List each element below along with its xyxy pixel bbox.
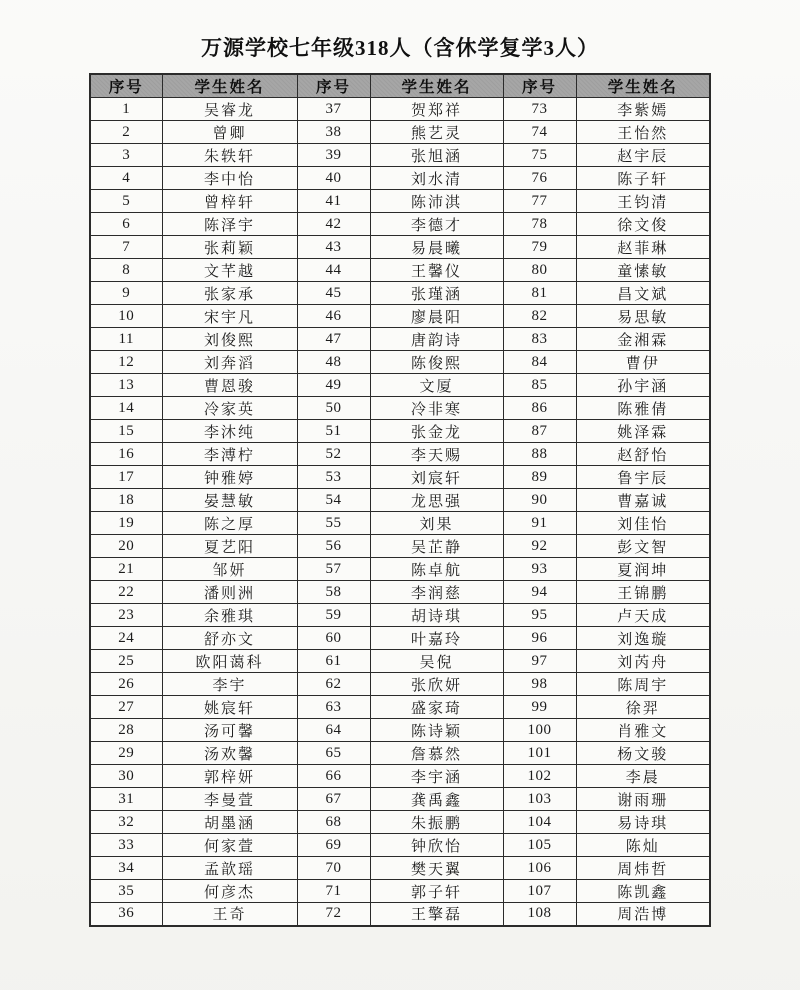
table-header [90, 74, 710, 98]
index-cell: 9 [90, 282, 162, 305]
index-cell: 17 [90, 466, 162, 489]
student-name-cell: 张旭涵 [370, 144, 503, 167]
header-name-cell: 学生姓名 [370, 74, 503, 98]
student-name-cell: 李紫嫣 [576, 98, 710, 121]
student-name-cell: 曾梓轩 [162, 190, 297, 213]
index-cell: 4 [90, 167, 162, 190]
student-name-cell: 陈凯鑫 [576, 880, 710, 903]
student-roster-table [89, 73, 711, 927]
index-cell: 75 [503, 144, 576, 167]
student-name-cell: 彭文智 [576, 535, 710, 558]
index-cell: 68 [297, 811, 370, 834]
index-cell: 34 [90, 857, 162, 880]
index-cell: 77 [503, 190, 576, 213]
table-row [90, 397, 710, 420]
student-name-cell: 刘芮舟 [576, 650, 710, 673]
index-cell: 53 [297, 466, 370, 489]
table-row [90, 719, 710, 742]
student-name-cell: 李沐纯 [162, 420, 297, 443]
header-name-cell: 学生姓名 [162, 74, 297, 98]
student-name-cell: 周炜哲 [576, 857, 710, 880]
index-cell: 21 [90, 558, 162, 581]
student-name-cell: 冷非寒 [370, 397, 503, 420]
student-name-cell: 李中怡 [162, 167, 297, 190]
index-cell: 105 [503, 834, 576, 857]
student-name-cell: 孟歆瑶 [162, 857, 297, 880]
student-name-cell: 胡诗琪 [370, 604, 503, 627]
student-name-cell: 王怡然 [576, 121, 710, 144]
student-name-cell: 赵宇辰 [576, 144, 710, 167]
student-name-cell: 王擎磊 [370, 903, 503, 926]
index-cell: 27 [90, 696, 162, 719]
student-name-cell: 刘俊熙 [162, 328, 297, 351]
student-name-cell: 陈俊熙 [370, 351, 503, 374]
student-name-cell: 童愫敏 [576, 259, 710, 282]
student-name-cell: 熊艺灵 [370, 121, 503, 144]
student-name-cell: 曹嘉诚 [576, 489, 710, 512]
student-name-cell: 王奇 [162, 903, 297, 926]
index-cell: 86 [503, 397, 576, 420]
index-cell: 3 [90, 144, 162, 167]
student-name-cell: 王馨仪 [370, 259, 503, 282]
table-row [90, 374, 710, 397]
index-cell: 16 [90, 443, 162, 466]
table-row [90, 98, 710, 121]
index-cell: 97 [503, 650, 576, 673]
student-name-cell: 姚泽霖 [576, 420, 710, 443]
student-name-cell: 何彦杰 [162, 880, 297, 903]
index-cell: 108 [503, 903, 576, 926]
student-name-cell: 王锦鹏 [576, 581, 710, 604]
index-cell: 33 [90, 834, 162, 857]
student-name-cell: 钟欣怡 [370, 834, 503, 857]
student-name-cell: 刘佳怡 [576, 512, 710, 535]
index-cell: 29 [90, 742, 162, 765]
table-row [90, 880, 710, 903]
student-name-cell: 廖晨阳 [370, 305, 503, 328]
table-row [90, 259, 710, 282]
table-row [90, 604, 710, 627]
index-cell: 89 [503, 466, 576, 489]
index-cell: 102 [503, 765, 576, 788]
index-cell: 59 [297, 604, 370, 627]
index-cell: 63 [297, 696, 370, 719]
table-row [90, 696, 710, 719]
index-cell: 23 [90, 604, 162, 627]
index-cell: 32 [90, 811, 162, 834]
student-name-cell: 陈诗颖 [370, 719, 503, 742]
table-row [90, 305, 710, 328]
student-name-cell: 龙思强 [370, 489, 503, 512]
student-name-cell: 赵舒怡 [576, 443, 710, 466]
table-row [90, 558, 710, 581]
index-cell: 90 [503, 489, 576, 512]
index-cell: 2 [90, 121, 162, 144]
header-row [90, 74, 710, 98]
student-name-cell: 余雅琪 [162, 604, 297, 627]
student-name-cell: 吴倪 [370, 650, 503, 673]
index-cell: 39 [297, 144, 370, 167]
index-cell: 106 [503, 857, 576, 880]
student-name-cell: 曹伊 [576, 351, 710, 374]
student-name-cell: 金湘霖 [576, 328, 710, 351]
header-index-cell: 序号 [503, 74, 576, 98]
student-name-cell: 龚禹鑫 [370, 788, 503, 811]
student-name-cell: 叶嘉玲 [370, 627, 503, 650]
student-name-cell: 胡墨涵 [162, 811, 297, 834]
student-name-cell: 刘逸璇 [576, 627, 710, 650]
student-name-cell: 朱振鹏 [370, 811, 503, 834]
index-cell: 96 [503, 627, 576, 650]
student-name-cell: 刘宸轩 [370, 466, 503, 489]
index-cell: 14 [90, 397, 162, 420]
student-name-cell: 李晨 [576, 765, 710, 788]
index-cell: 54 [297, 489, 370, 512]
index-cell: 5 [90, 190, 162, 213]
table-row [90, 811, 710, 834]
index-cell: 1 [90, 98, 162, 121]
table-row [90, 788, 710, 811]
table-row [90, 512, 710, 535]
student-name-cell: 张欣妍 [370, 673, 503, 696]
index-cell: 50 [297, 397, 370, 420]
index-cell: 61 [297, 650, 370, 673]
index-cell: 51 [297, 420, 370, 443]
student-name-cell: 杨文骏 [576, 742, 710, 765]
student-name-cell: 樊天翼 [370, 857, 503, 880]
index-cell: 88 [503, 443, 576, 466]
index-cell: 13 [90, 374, 162, 397]
student-name-cell: 何家萱 [162, 834, 297, 857]
index-cell: 26 [90, 673, 162, 696]
index-cell: 95 [503, 604, 576, 627]
index-cell: 37 [297, 98, 370, 121]
index-cell: 11 [90, 328, 162, 351]
student-name-cell: 潘则洲 [162, 581, 297, 604]
table-row [90, 627, 710, 650]
index-cell: 85 [503, 374, 576, 397]
table-row [90, 213, 710, 236]
index-cell: 35 [90, 880, 162, 903]
table-row [90, 765, 710, 788]
student-name-cell: 陈沛淇 [370, 190, 503, 213]
student-name-cell: 晏慧敏 [162, 489, 297, 512]
student-name-cell: 詹慕然 [370, 742, 503, 765]
table-row [90, 420, 710, 443]
index-cell: 41 [297, 190, 370, 213]
student-name-cell: 李宇涵 [370, 765, 503, 788]
index-cell: 78 [503, 213, 576, 236]
student-name-cell: 曾卿 [162, 121, 297, 144]
student-name-cell: 张金龙 [370, 420, 503, 443]
index-cell: 64 [297, 719, 370, 742]
index-cell: 57 [297, 558, 370, 581]
header-name-cell: 学生姓名 [576, 74, 710, 98]
header-index-cell: 序号 [297, 74, 370, 98]
student-name-cell: 肖雅文 [576, 719, 710, 742]
index-cell: 82 [503, 305, 576, 328]
index-cell: 81 [503, 282, 576, 305]
student-name-cell: 舒亦文 [162, 627, 297, 650]
index-cell: 84 [503, 351, 576, 374]
student-name-cell: 陈泽宇 [162, 213, 297, 236]
student-name-cell: 刘果 [370, 512, 503, 535]
index-cell: 18 [90, 489, 162, 512]
student-name-cell: 吴睿龙 [162, 98, 297, 121]
student-name-cell: 刘奔滔 [162, 351, 297, 374]
table-row [90, 282, 710, 305]
table-row [90, 903, 710, 926]
student-name-cell: 冷家英 [162, 397, 297, 420]
index-cell: 58 [297, 581, 370, 604]
index-cell: 101 [503, 742, 576, 765]
index-cell: 43 [297, 236, 370, 259]
index-cell: 31 [90, 788, 162, 811]
table-row [90, 144, 710, 167]
student-name-cell: 郭子轩 [370, 880, 503, 903]
student-name-cell: 贺郑祥 [370, 98, 503, 121]
student-name-cell: 王钧清 [576, 190, 710, 213]
student-name-cell: 李宇 [162, 673, 297, 696]
student-name-cell: 孙宇涵 [576, 374, 710, 397]
table-row [90, 167, 710, 190]
student-name-cell: 文厦 [370, 374, 503, 397]
student-name-cell: 陈子轩 [576, 167, 710, 190]
table-row [90, 581, 710, 604]
index-cell: 22 [90, 581, 162, 604]
student-name-cell: 曹恩骏 [162, 374, 297, 397]
index-cell: 70 [297, 857, 370, 880]
index-cell: 40 [297, 167, 370, 190]
student-name-cell: 陈灿 [576, 834, 710, 857]
index-cell: 10 [90, 305, 162, 328]
student-name-cell: 汤可馨 [162, 719, 297, 742]
student-name-cell: 陈卓航 [370, 558, 503, 581]
index-cell: 87 [503, 420, 576, 443]
student-name-cell: 钟雅婷 [162, 466, 297, 489]
student-name-cell: 宋宇凡 [162, 305, 297, 328]
page-title: 万源学校七年级318人（含休学复学3人） [201, 36, 599, 60]
table-row [90, 742, 710, 765]
index-cell: 103 [503, 788, 576, 811]
student-name-cell: 赵菲琳 [576, 236, 710, 259]
index-cell: 98 [503, 673, 576, 696]
index-cell: 83 [503, 328, 576, 351]
student-name-cell: 李德才 [370, 213, 503, 236]
index-cell: 55 [297, 512, 370, 535]
student-name-cell: 昌文斌 [576, 282, 710, 305]
table-row [90, 466, 710, 489]
student-name-cell: 易晨曦 [370, 236, 503, 259]
index-cell: 62 [297, 673, 370, 696]
student-name-cell: 张莉颖 [162, 236, 297, 259]
student-name-cell: 易思敏 [576, 305, 710, 328]
student-name-cell: 陈周宇 [576, 673, 710, 696]
table-row [90, 857, 710, 880]
index-cell: 67 [297, 788, 370, 811]
table-row [90, 489, 710, 512]
student-name-cell: 朱轶轩 [162, 144, 297, 167]
index-cell: 30 [90, 765, 162, 788]
student-name-cell: 李润慈 [370, 581, 503, 604]
index-cell: 104 [503, 811, 576, 834]
student-name-cell: 周浩博 [576, 903, 710, 926]
index-cell: 48 [297, 351, 370, 374]
table-row [90, 650, 710, 673]
index-cell: 45 [297, 282, 370, 305]
student-name-cell: 刘水清 [370, 167, 503, 190]
student-name-cell: 欧阳蔼科 [162, 650, 297, 673]
index-cell: 92 [503, 535, 576, 558]
index-cell: 36 [90, 903, 162, 926]
student-name-cell: 谢雨珊 [576, 788, 710, 811]
index-cell: 100 [503, 719, 576, 742]
index-cell: 20 [90, 535, 162, 558]
index-cell: 7 [90, 236, 162, 259]
index-cell: 47 [297, 328, 370, 351]
table-row [90, 236, 710, 259]
index-cell: 91 [503, 512, 576, 535]
student-name-cell: 夏润坤 [576, 558, 710, 581]
table-row [90, 535, 710, 558]
student-name-cell: 张瑾涵 [370, 282, 503, 305]
student-name-cell: 唐韵诗 [370, 328, 503, 351]
index-cell: 25 [90, 650, 162, 673]
index-cell: 8 [90, 259, 162, 282]
table-row [90, 190, 710, 213]
student-name-cell: 易诗琪 [576, 811, 710, 834]
index-cell: 19 [90, 512, 162, 535]
table-row [90, 121, 710, 144]
student-name-cell: 李溥柠 [162, 443, 297, 466]
student-name-cell: 吴芷静 [370, 535, 503, 558]
index-cell: 69 [297, 834, 370, 857]
student-name-cell: 李天赐 [370, 443, 503, 466]
index-cell: 74 [503, 121, 576, 144]
student-table-body [90, 98, 710, 926]
student-name-cell: 陈雅倩 [576, 397, 710, 420]
index-cell: 65 [297, 742, 370, 765]
table-row [90, 351, 710, 374]
student-name-cell: 徐文俊 [576, 213, 710, 236]
student-name-cell: 卢天成 [576, 604, 710, 627]
index-cell: 56 [297, 535, 370, 558]
index-cell: 52 [297, 443, 370, 466]
index-cell: 15 [90, 420, 162, 443]
index-cell: 99 [503, 696, 576, 719]
student-name-cell: 徐羿 [576, 696, 710, 719]
index-cell: 73 [503, 98, 576, 121]
student-name-cell: 张家承 [162, 282, 297, 305]
index-cell: 38 [297, 121, 370, 144]
index-cell: 93 [503, 558, 576, 581]
student-name-cell: 郭梓妍 [162, 765, 297, 788]
index-cell: 66 [297, 765, 370, 788]
index-cell: 72 [297, 903, 370, 926]
student-name-cell: 姚宸轩 [162, 696, 297, 719]
header-index-cell: 序号 [90, 74, 162, 98]
index-cell: 79 [503, 236, 576, 259]
student-name-cell: 夏艺阳 [162, 535, 297, 558]
student-name-cell: 李曼萱 [162, 788, 297, 811]
index-cell: 76 [503, 167, 576, 190]
index-cell: 60 [297, 627, 370, 650]
index-cell: 71 [297, 880, 370, 903]
index-cell: 44 [297, 259, 370, 282]
index-cell: 6 [90, 213, 162, 236]
index-cell: 49 [297, 374, 370, 397]
student-name-cell: 鲁宇辰 [576, 466, 710, 489]
student-name-cell: 盛家琦 [370, 696, 503, 719]
index-cell: 28 [90, 719, 162, 742]
table-row [90, 328, 710, 351]
student-name-cell: 陈之厚 [162, 512, 297, 535]
index-cell: 107 [503, 880, 576, 903]
index-cell: 12 [90, 351, 162, 374]
index-cell: 46 [297, 305, 370, 328]
index-cell: 24 [90, 627, 162, 650]
index-cell: 80 [503, 259, 576, 282]
student-name-cell: 邹妍 [162, 558, 297, 581]
index-cell: 42 [297, 213, 370, 236]
student-name-cell: 文芊越 [162, 259, 297, 282]
student-name-cell: 汤欢馨 [162, 742, 297, 765]
index-cell: 94 [503, 581, 576, 604]
table-row [90, 834, 710, 857]
table-row [90, 443, 710, 466]
table-row [90, 673, 710, 696]
